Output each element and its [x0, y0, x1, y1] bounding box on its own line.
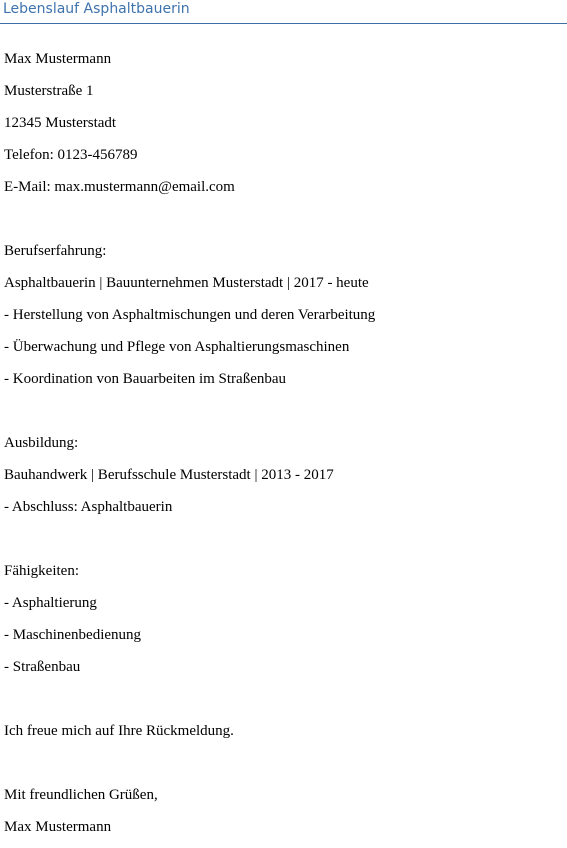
experience-heading: Berufserfahrung: — [4, 243, 107, 259]
skills-heading: Fähigkeiten: — [4, 563, 79, 579]
contact-phone: Telefon: 0123-456789 — [4, 147, 138, 163]
education-heading: Ausbildung: — [4, 435, 79, 451]
experience-position: Asphaltbauerin | Bauunternehmen Musterstadt | 2017 - heute — [4, 275, 369, 291]
education-item: - Abschluss: Asphaltbauerin — [4, 499, 173, 515]
experience-item: - Überwachung und Pflege von Asphaltierungsmaschinen — [4, 339, 350, 355]
closing-greeting: Mit freundlichen Grüßen, — [4, 787, 158, 803]
contact-email: E-Mail: max.mustermann@email.com — [4, 179, 235, 195]
contact-street: Musterstraße 1 — [4, 83, 94, 99]
experience-item: - Koordination von Bauarbeiten im Straßenbau — [4, 371, 287, 387]
spacer — [4, 400, 564, 432]
signature-name: Max Mustermann — [4, 819, 112, 835]
skills-item: - Asphaltierung — [4, 595, 97, 611]
spacer — [4, 208, 564, 240]
document-title: Lebenslauf Asphaltbauerin — [3, 1, 190, 17]
education-program: Bauhandwerk | Berufsschule Musterstadt | 2013 - 2017 — [4, 467, 334, 483]
experience-item: - Herstellung von Asphaltmischungen und deren Verarbeitung — [4, 307, 376, 323]
skills-item: - Maschinenbedienung — [4, 627, 142, 643]
spacer — [4, 752, 564, 784]
closing-message: Ich freue mich auf Ihre Rückmeldung. — [4, 723, 234, 739]
document-body — [4, 48, 564, 848]
spacer — [4, 528, 564, 560]
skills-item: - Straßenbau — [4, 659, 81, 675]
contact-name: Max Mustermann — [4, 51, 112, 67]
document-header — [0, 0, 567, 24]
spacer — [4, 688, 564, 720]
contact-city: 12345 Musterstadt — [4, 115, 117, 131]
